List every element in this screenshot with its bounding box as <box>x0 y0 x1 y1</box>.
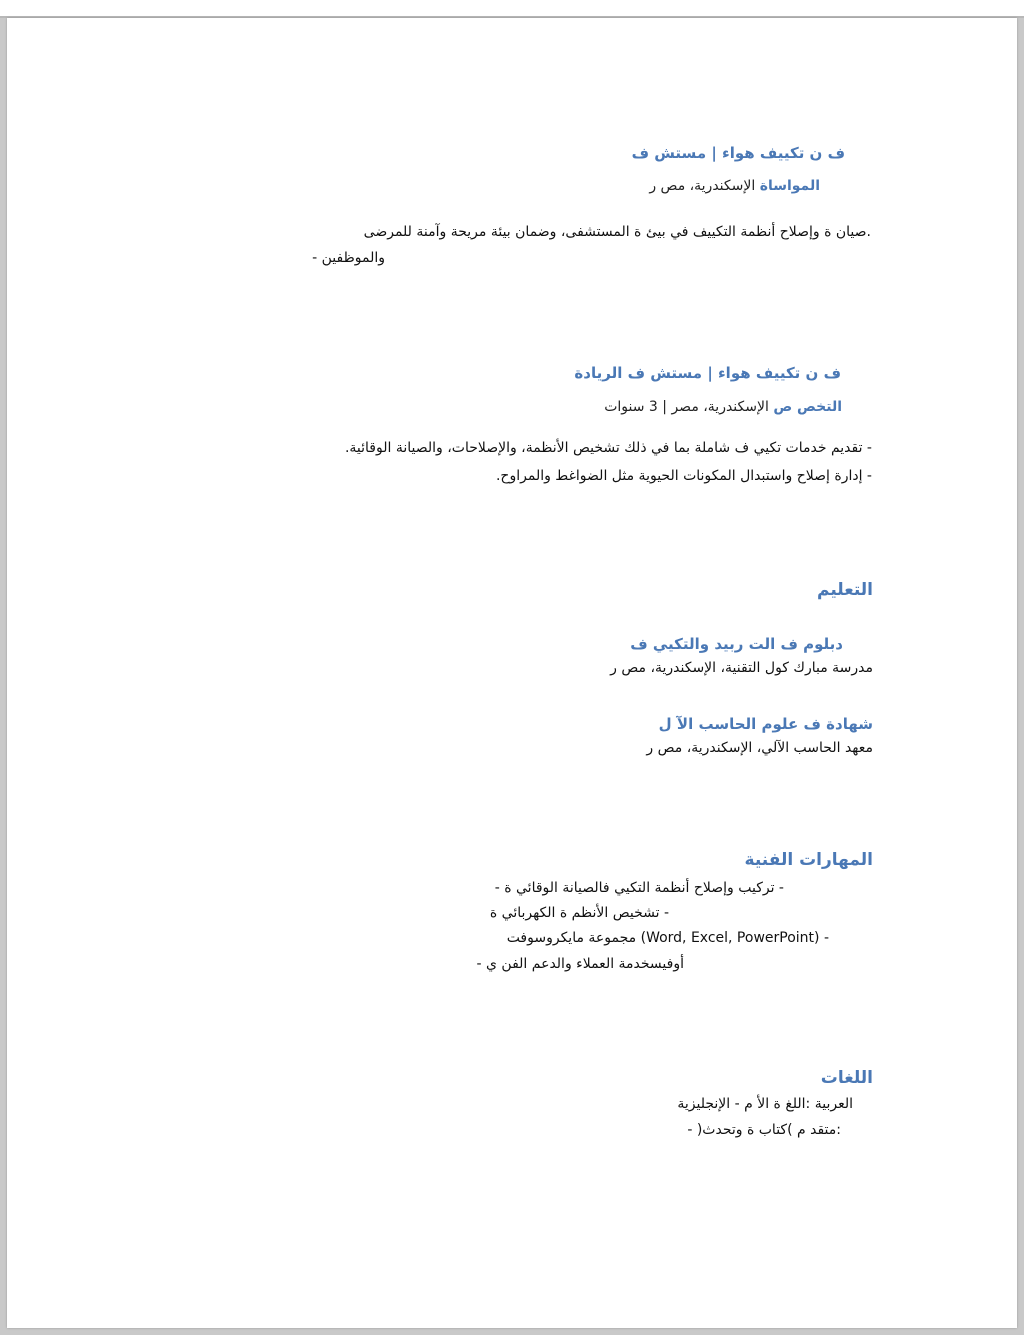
languages-heading: اللغات <box>820 1068 873 1088</box>
job-org-location-2: الإسكندرية، مصر | 3 سنوات <box>604 399 769 415</box>
education-title-2: شهادة ف علوم الحاسب الآ ل <box>658 715 873 733</box>
top-strip <box>0 0 1024 18</box>
skills-heading: المهارات الفنية <box>744 850 873 870</box>
skill-item-4: أوفيسخدمة العملاء والدعم الفن ي - <box>476 956 684 972</box>
job-title-2: ف ن تكييف هواء | مستش ف الريادة <box>574 364 841 382</box>
document-page <box>7 18 1017 1328</box>
education-title-1: دبلوم ف الت ربيد والتكيي ف <box>630 635 843 653</box>
education-detail-1: مدرسة مبارك كول التقنية، الإسكندرية، مص ر <box>610 660 873 676</box>
job-desc-2-line-1: - تقديم خدمات تكيي ف شاملة بما في ذلك تشخيص الأنظمة، والإصلاحات، والصيانة الوقائية. <box>344 440 872 456</box>
skill-item-3: - (Word, Excel, PowerPoint) مجموعة مايكروسوفت <box>506 930 829 946</box>
language-item-2: :متقد م )كتاب ة وتحدث( - <box>687 1122 841 1138</box>
skill-item-2: - تشخيص الأنظم ة الكهربائي ة <box>489 905 669 921</box>
job-org-name-2: التخص ص <box>773 399 842 415</box>
job-org-2 <box>604 399 842 415</box>
language-item-1: العربية :اللغ ة الأ م - الإنجليزية <box>677 1096 853 1112</box>
job-desc-2-line-2: - إدارة إصلاح واستبدال المكونات الحيوية مثل الضواغط والمراوح. <box>495 468 872 484</box>
education-heading: التعليم <box>817 580 873 600</box>
education-detail-2: معهد الحاسب الآلي، الإسكندرية، مص ر <box>646 740 873 756</box>
job-org-location-1: الإسكندرية، مص ر <box>649 178 756 194</box>
job-org-1 <box>649 178 820 194</box>
skill-item-1: - تركيب وإصلاح أنظمة التكيي فالصيانة الوقائي ة - <box>494 880 784 896</box>
job-desc-1-line-1: .صيان ة وإصلاح أنظمة التكييف في بيئ ة المستشفى، وضمان بيئة مريحة وآمنة للمرضى <box>363 224 871 240</box>
job-org-name-1: المواساة <box>759 178 820 194</box>
job-title-1: ف ن تكييف هواء | مستش ف <box>631 144 845 162</box>
job-desc-1-line-2: والموظفين - <box>312 250 385 266</box>
